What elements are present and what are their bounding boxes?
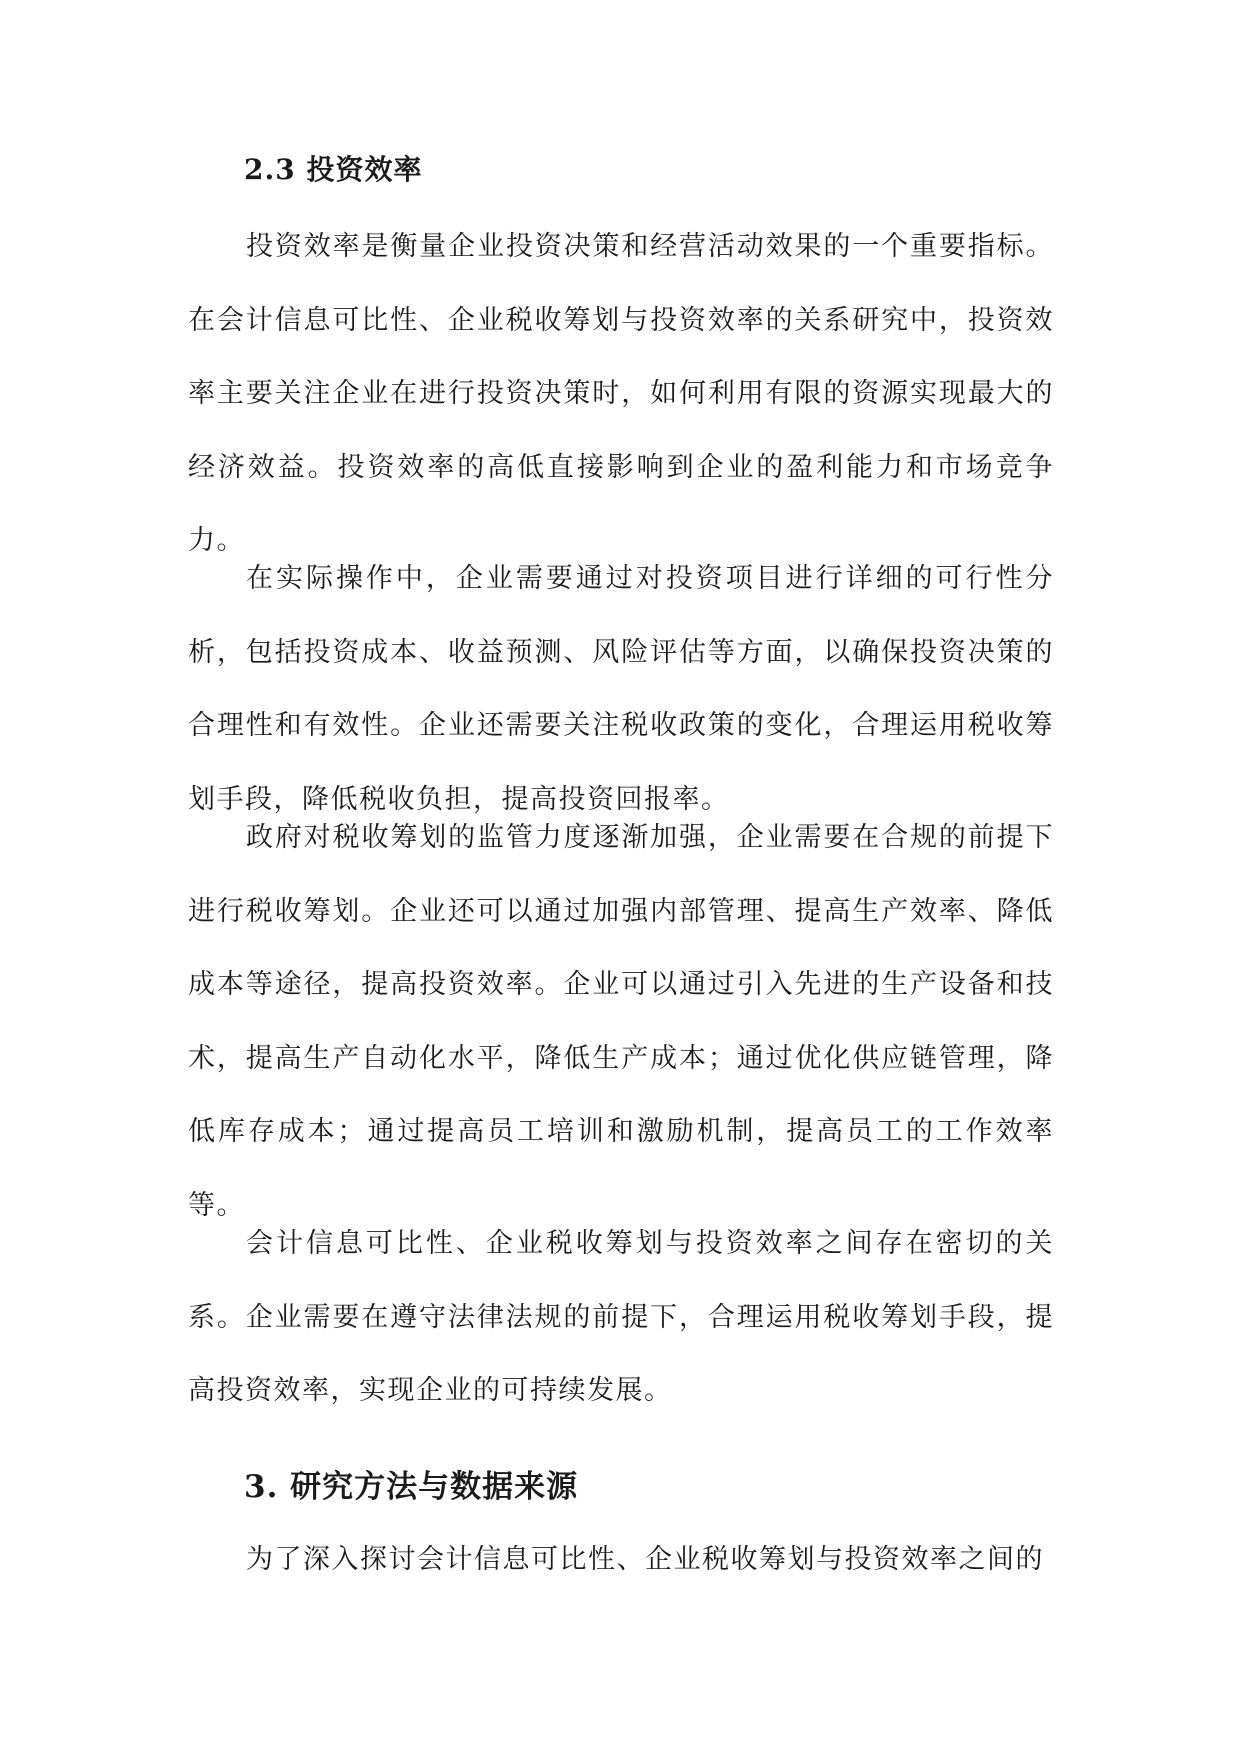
paragraph-investment-efficiency-definition: 投资效率是衡量企业投资决策和经营活动效果的一个重要指标。在会计信息可比性、企业税收筹划与投资效率的关系研究中，投资效率主要关注企业在进行投资决策时，如何利用有限的资源实现最大的经济效益。投资效率的高低直接影响到企业的盈利能力和市场竞争力。 [188,231,1054,556]
paragraph-research-methods-intro: 为了深入探讨会计信息可比性、企业税收筹划与投资效率之间的 [246,1544,1044,1575]
paragraph-relationship-summary: 会计信息可比性、企业税收筹划与投资效率之间存在密切的关系。企业需要在遵守法律法规的前提下，合理运用税收筹划手段，提高投资效率，实现企业的可持续发展。 [188,1228,1054,1406]
paragraph-government-supervision: 政府对税收筹划的监管力度逐渐加强，企业需要在合规的前提下进行税收筹划。企业还可以通过加强内部管理、提高生产效率、降低成本等途径，提高投资效率。企业可以通过引入先进的生产设备和技术，提高生产自动化水平，降低生产成本；通过优化供应链管理，降低库存成本；通过提高员工培训和激励机制，提高员工的工作效率等。 [188,822,1054,1221]
paragraph-practical-operation: 在实际操作中，企业需要通过对投资项目进行详细的可行性分析，包括投资成本、收益预测、风险评估等方面，以确保投资决策的合理性和有效性。企业还需要关注税收政策的变化，合理运用税收筹划手段，降低税收负担，提高投资回报率。 [188,563,1054,815]
section-heading-2-3: 2.3 投资效率 [244,153,423,186]
section-heading-3: 3. 研究方法与数据来源 [244,1469,579,1505]
